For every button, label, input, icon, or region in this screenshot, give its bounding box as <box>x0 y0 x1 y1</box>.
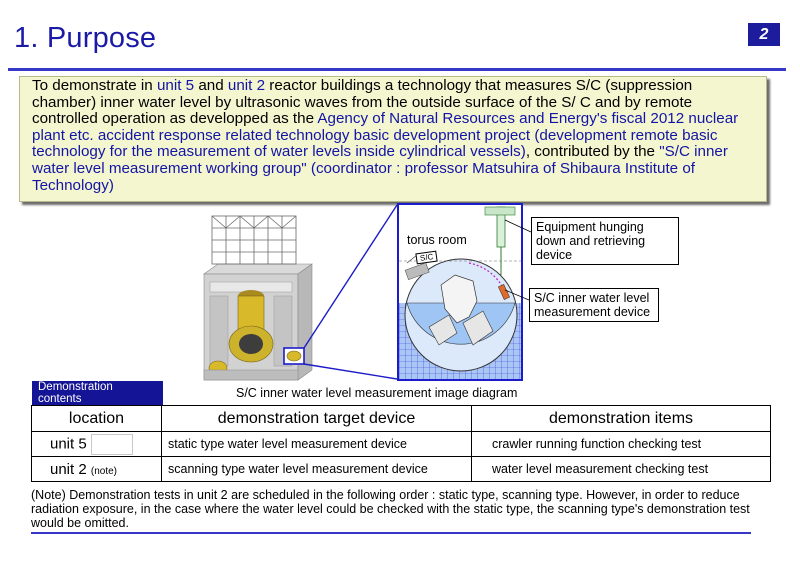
purpose-text: and <box>194 77 228 94</box>
bottom-divider <box>31 532 751 534</box>
project-highlight: Agency of Natural Resources and Energy's fiscal 2012 nuclear plant etc. accident response related technology basic development project (development remote basic technology for the measurement of water levels inside cylindrical vessels) <box>32 110 739 161</box>
equipment-callout: Equipment hunging down and retrieving device <box>531 217 679 265</box>
location-note: (note) <box>90 465 117 477</box>
demonstration-table <box>31 405 771 482</box>
page-title: 1. Purpose <box>14 22 157 54</box>
torus-diagram <box>399 205 521 379</box>
location-cell <box>32 457 162 482</box>
demonstration-contents-label: Demonstration contents <box>32 381 163 405</box>
torus-room-label: torus room <box>407 233 467 247</box>
table-row <box>32 432 771 457</box>
location-value: unit 2 <box>50 460 87 478</box>
purpose-text-box <box>19 76 767 202</box>
purpose-text: reactor buildings a technology that measures S/C (suppression chamber) inner water level by ultrasonic waves from the outside surface of the S/ C and by remote controlled operation as developped as the <box>32 77 693 128</box>
sc-tag-label: S/C <box>415 251 438 265</box>
purpose-text: , contributed by the <box>525 143 660 161</box>
location-cell <box>32 432 162 457</box>
working-group-highlight: "S/C inner water level measurement working group" (coordinator : professor Matsuhira of Shibaura Institute of Technology) <box>32 143 728 194</box>
location-value: unit 5 <box>50 434 87 452</box>
column-header: demonstration items <box>472 406 771 432</box>
sc-device-callout: S/C inner water level measurement device <box>529 288 659 322</box>
column-header: location <box>32 406 162 432</box>
item-cell: crawler running function checking test <box>472 432 771 457</box>
device-cell: scanning type water level measurement device <box>162 457 472 482</box>
purpose-text: To demonstrate in <box>32 77 157 94</box>
location-inner-box <box>91 434 133 455</box>
footnote-text: (Note) Demonstration tests in unit 2 are scheduled in the following order : static type, scanning type. However, in order to reduce radiation exposure, in the case where the water level could be checked with the static type, the scanning type's demonstration test would be omitted. <box>31 488 750 530</box>
item-cell: water level measurement checking test <box>472 457 771 482</box>
sc-diagram-frame <box>397 203 523 381</box>
table-header-row <box>32 406 771 432</box>
unit2-highlight: unit 2 <box>227 77 266 94</box>
reactor-building-illustration <box>186 212 316 382</box>
device-cell: static type water level measurement device <box>162 432 472 457</box>
diagram-caption: S/C inner water level measurement image diagram <box>236 386 518 400</box>
unit5-highlight: unit 5 <box>156 77 195 94</box>
column-header: demonstration target device <box>162 406 472 432</box>
page-number-badge: 2 <box>748 23 780 46</box>
table-row <box>32 457 771 482</box>
title-divider <box>8 68 786 71</box>
